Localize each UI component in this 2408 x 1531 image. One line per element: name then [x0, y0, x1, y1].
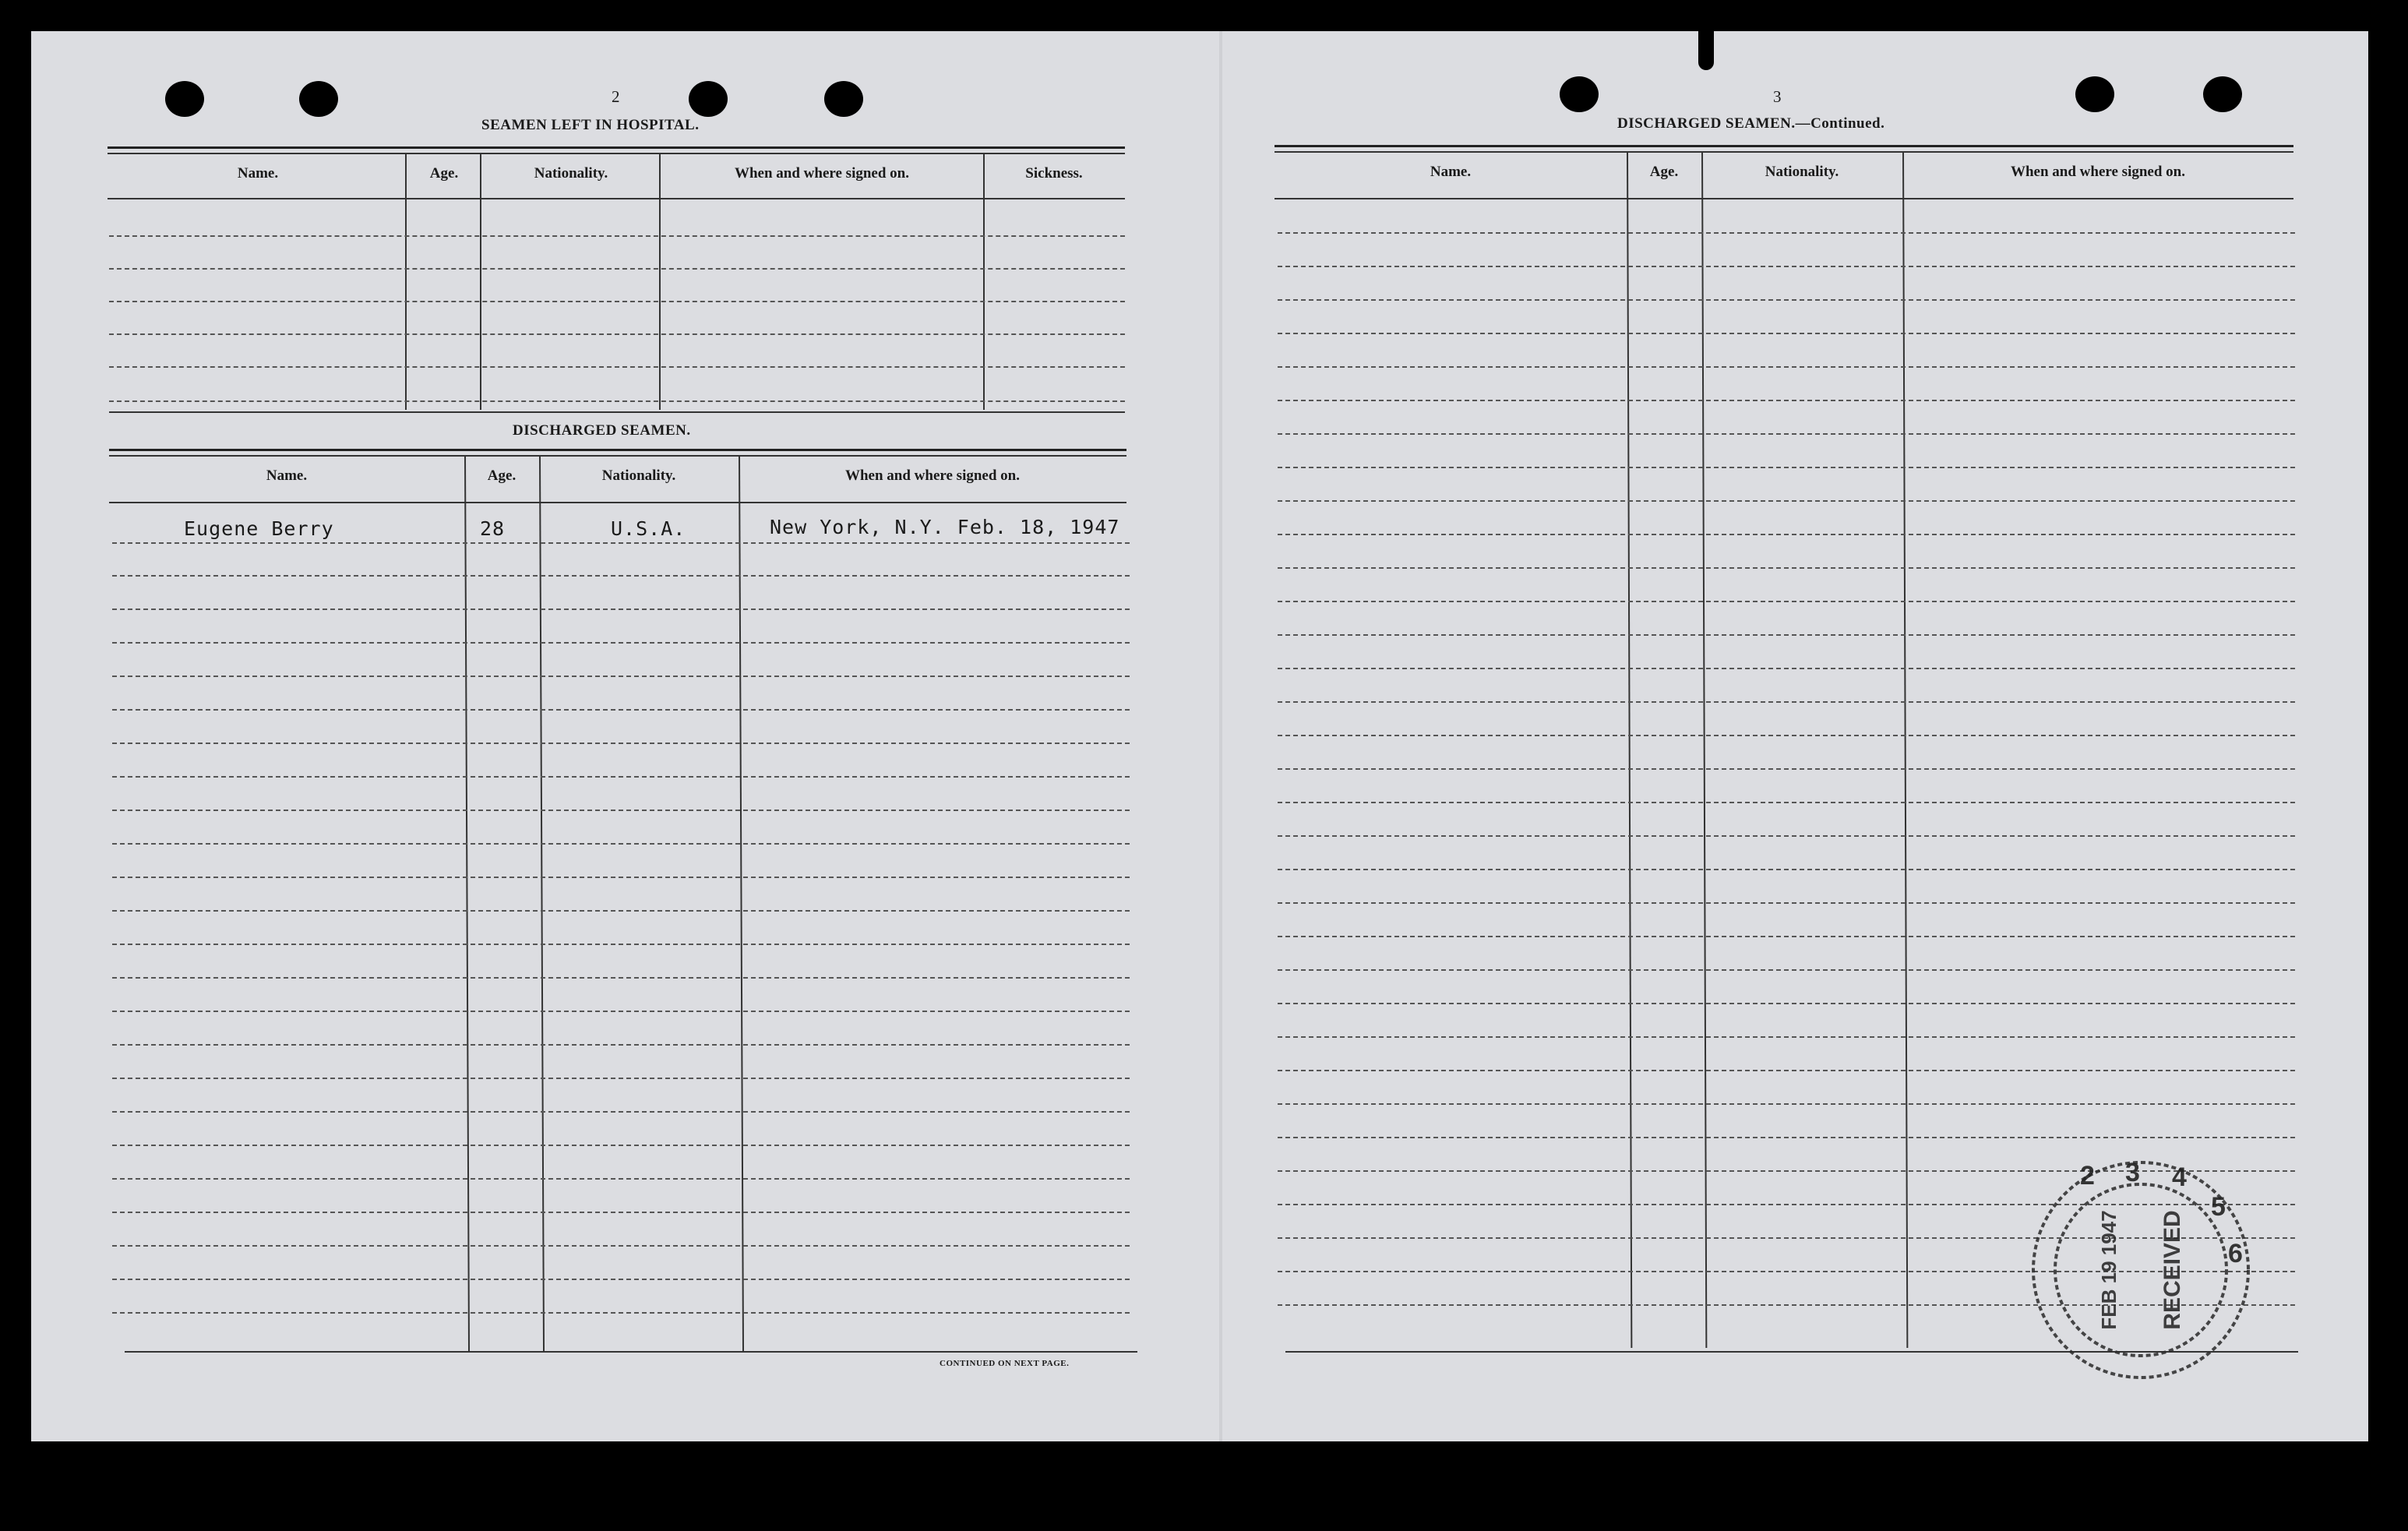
punch-hole [1560, 76, 1599, 112]
punch-hole [689, 81, 728, 117]
section-rule [109, 411, 1125, 413]
stamp-date: FEB 19 1947 [2097, 1210, 2121, 1330]
page-number: 3 [1773, 87, 1782, 106]
page-fold [1219, 31, 1222, 1441]
header-rule [1275, 151, 2293, 153]
header-rule [1275, 145, 2293, 147]
page-number: 2 [612, 87, 620, 106]
punch-hole [2203, 76, 2242, 112]
header-rule [108, 153, 1125, 154]
bottom-rule [125, 1351, 1137, 1353]
discharged-ruled-lines [112, 502, 1130, 1351]
column-header-signed-on: When and where signed on. [844, 467, 1020, 484]
column-header-sickness: Sickness. [1025, 165, 1083, 182]
header-rule [108, 146, 1125, 149]
seaman-nationality: U.S.A. [611, 517, 686, 540]
column-header-age: Age. [1649, 164, 1679, 180]
discharged-section-title: DISCHARGED SEAMEN. [513, 422, 691, 439]
column-header-signed-on: When and where signed on. [734, 165, 909, 182]
seaman-age: 28 [480, 517, 506, 540]
stamp-digit: 2 [2080, 1161, 2095, 1191]
column-header-age: Age. [487, 467, 517, 484]
column-header-age: Age. [429, 165, 459, 182]
stamp-digit: 4 [2172, 1162, 2187, 1192]
column-header-name: Name. [237, 165, 279, 182]
torn-edge [1698, 31, 1714, 70]
hospital-ruled-lines [109, 198, 1125, 410]
stamp-digit: 6 [2228, 1239, 2243, 1268]
column-header-nationality: Nationality. [534, 165, 608, 182]
punch-hole [299, 81, 338, 117]
header-rule [109, 455, 1126, 457]
header-rule [109, 449, 1126, 451]
column-header-nationality: Nationality. [1765, 164, 1839, 180]
punch-hole [165, 81, 204, 117]
seaman-name: Eugene Berry [184, 517, 334, 540]
continued-section-title: DISCHARGED SEAMEN.—Continued. [1617, 115, 1885, 132]
column-header-signed-on: When and where signed on. [2010, 164, 2185, 180]
stamp-label: RECEIVED [2159, 1210, 2185, 1330]
continued-note: CONTINUED ON NEXT PAGE. [940, 1359, 1070, 1368]
hospital-section-title: SEAMEN LEFT IN HOSPITAL. [481, 117, 700, 133]
stamp-digit: 5 [2211, 1192, 2226, 1222]
column-header-name: Name. [266, 467, 308, 484]
seaman-signed-on: New York, N.Y. Feb. 18, 1947 [770, 516, 1120, 538]
punch-hole [824, 81, 863, 117]
column-header-nationality: Nationality. [601, 467, 676, 484]
received-stamp [2024, 1153, 2258, 1387]
column-header-name: Name. [1430, 164, 1472, 180]
punch-hole [2075, 76, 2114, 112]
stamp-digit: 3 [2125, 1158, 2140, 1187]
